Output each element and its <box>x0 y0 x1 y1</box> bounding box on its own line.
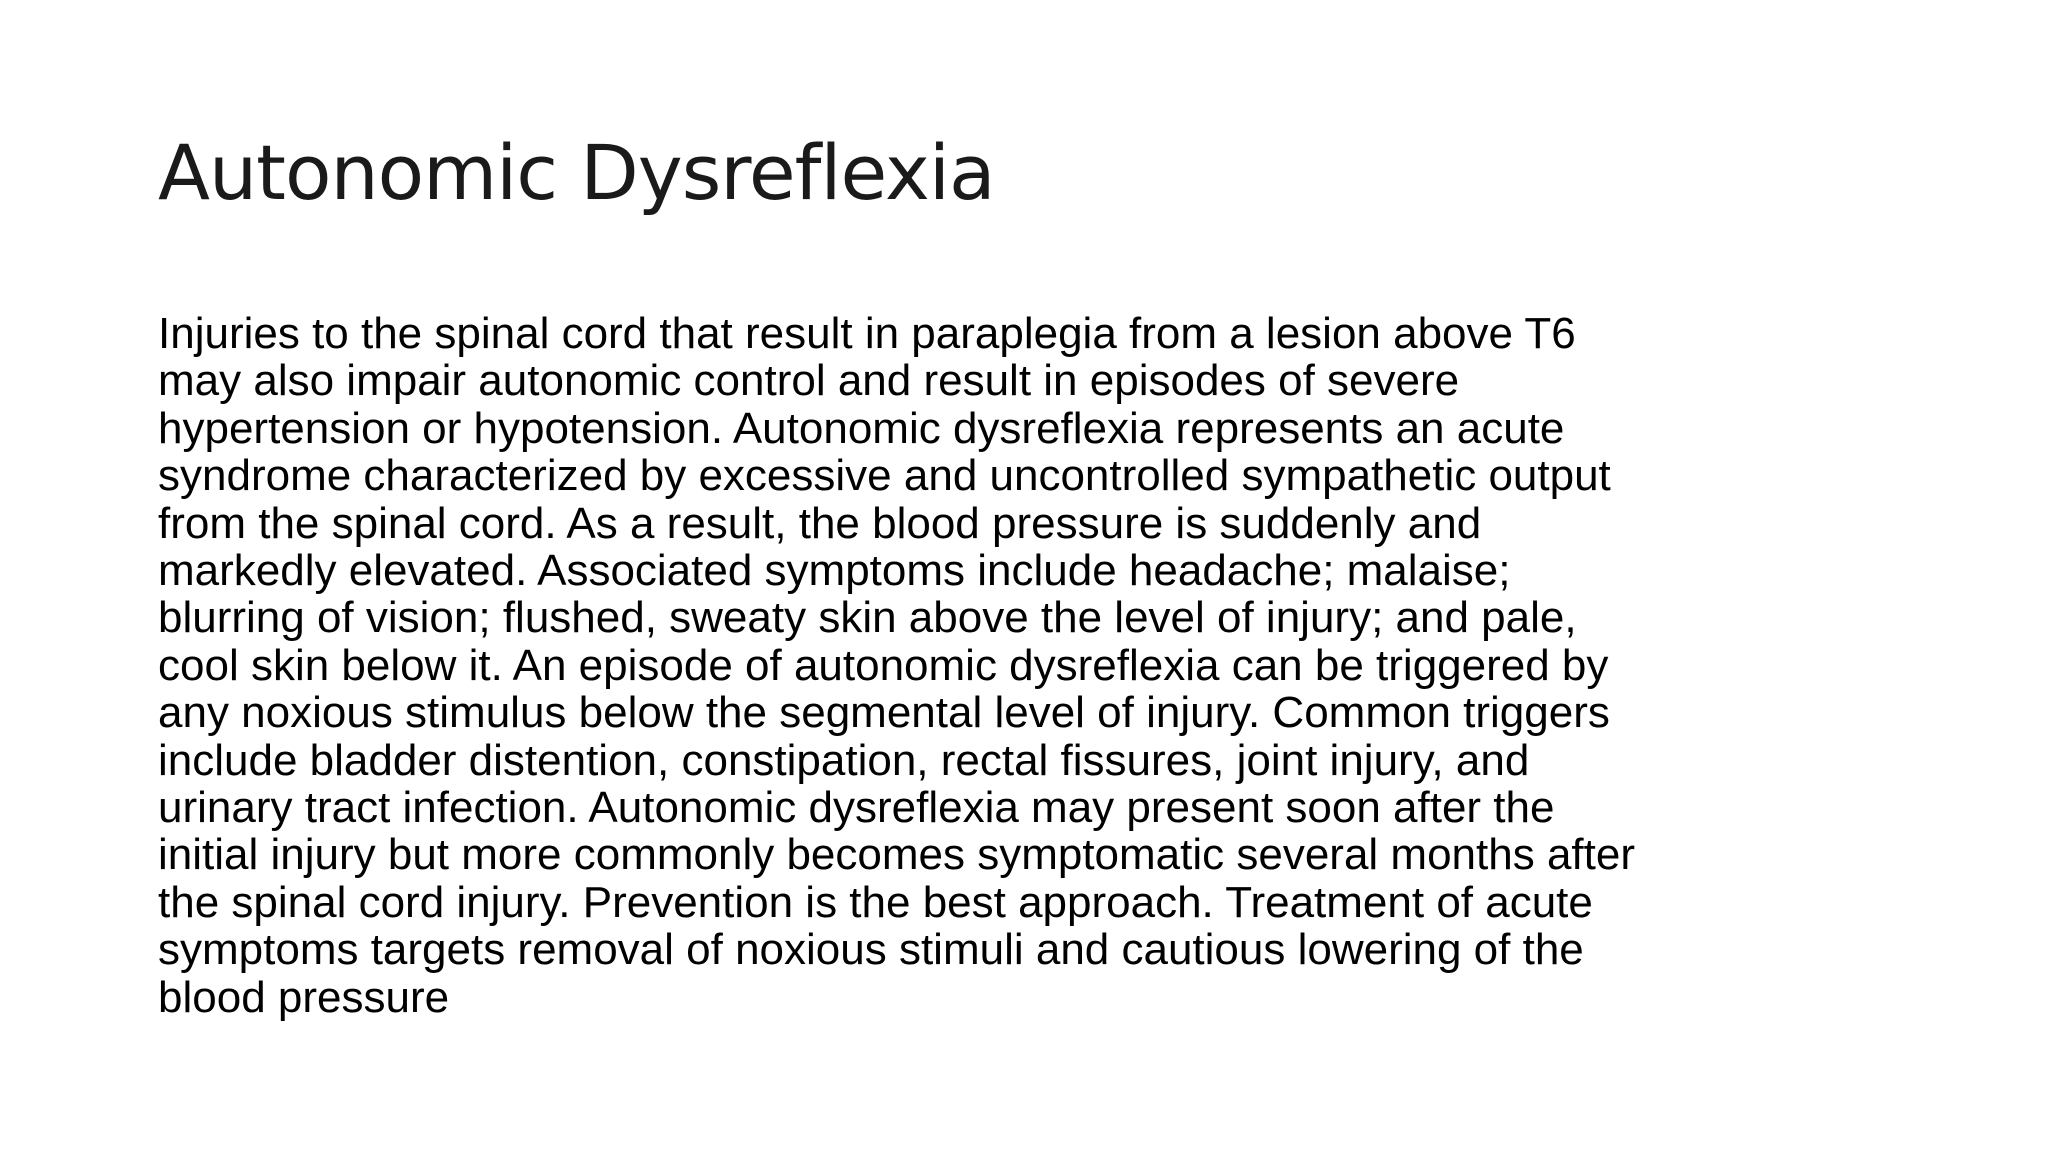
body-line: any noxious stimulus below the segmental level of injury. Common triggers <box>158 688 1610 738</box>
body-line: blurring of vision; flushed, sweaty skin above the level of injury; and pale, <box>158 593 1577 643</box>
slide-title: Autonomic Dysreflexia <box>158 128 995 217</box>
body-line: may also impair autonomic control and result in episodes of severe <box>158 356 1460 406</box>
body-line: syndrome characterized by excessive and uncontrolled sympathetic output <box>158 451 1611 501</box>
body-line: Injuries to the spinal cord that result in paraplegia from a lesion above T6 <box>158 309 1576 358</box>
slide-body-text <box>158 310 2018 1021</box>
body-line: symptoms targets removal of noxious stimuli and cautious lowering of the <box>158 925 1584 975</box>
body-line: from the spinal cord. As a result, the blood pressure is suddenly and <box>158 498 1482 548</box>
body-line: cool skin below it. An episode of autonomic dysreflexia can be triggered by <box>158 640 1609 690</box>
body-line: blood pressure <box>158 972 450 1022</box>
body-line: markedly elevated. Associated symptoms include headache; malaise; <box>158 546 1511 596</box>
body-line: include bladder distention, constipation, rectal fissures, joint injury, and <box>158 735 1530 785</box>
body-line: initial injury but more commonly becomes symptomatic several months after <box>158 830 1635 880</box>
body-line: urinary tract infection. Autonomic dysreflexia may present soon after the <box>158 783 1555 833</box>
body-line: the spinal cord injury. Prevention is the best approach. Treatment of acute <box>158 877 1593 927</box>
body-line: hypertension or hypotension. Autonomic dysreflexia represents an acute <box>158 403 1565 453</box>
